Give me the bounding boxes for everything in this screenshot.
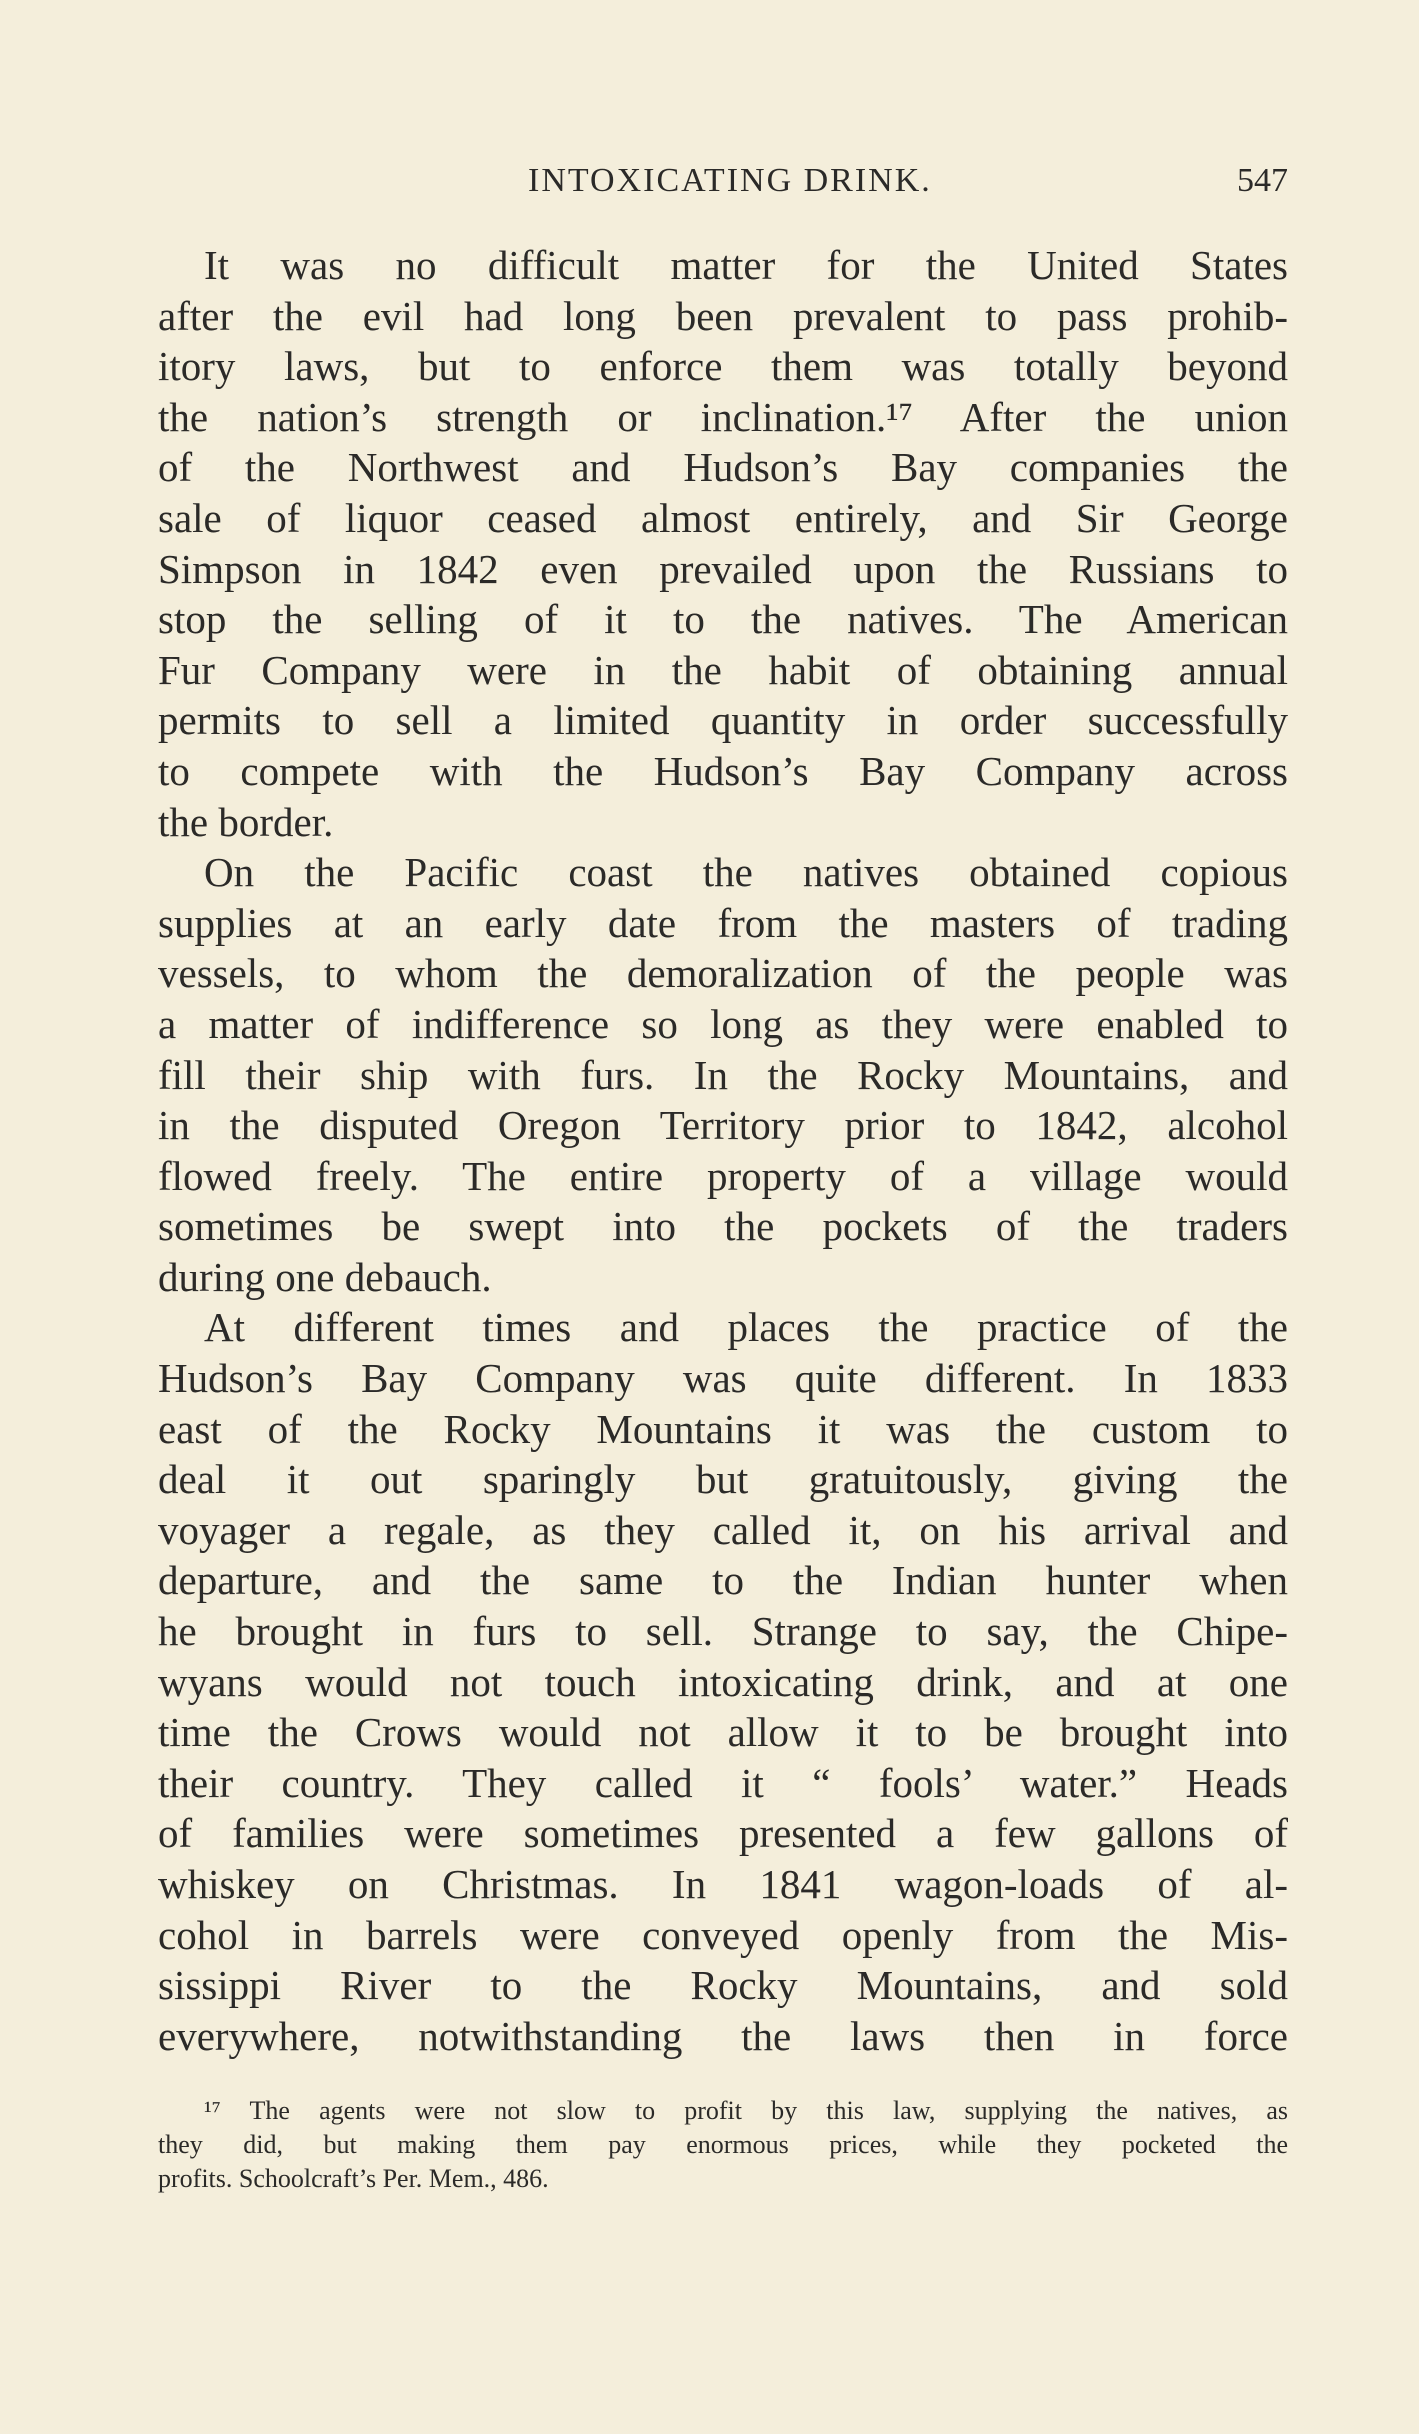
text-line: to compete with the Hudson’s Bay Company across: [158, 747, 1288, 794]
text-line: in the disputed Oregon Territory prior to 1842, alcohol: [158, 1102, 1288, 1149]
text-line: Hudson’s Bay Company was quite different. In 1833: [158, 1355, 1288, 1402]
text-line: wyans would not touch intoxicating drink, and at one: [158, 1658, 1288, 1705]
text-line: Simpson in 1842 even prevailed upon the Russians to: [158, 545, 1288, 592]
text-line: sissippi River to the Rocky Mountains, and sold: [158, 1962, 1288, 2009]
text-line: On the Pacific coast the natives obtained copious: [204, 849, 1288, 896]
text-line: the nation’s strength or inclination.¹⁷ After the union: [158, 393, 1288, 440]
footnote-line: profits. Schoolcraft’s Per. Mem., 486.: [158, 2164, 549, 2193]
text-line: At different times and places the practice of the: [204, 1304, 1288, 1351]
running-title: INTOXICATING DRINK.: [528, 162, 932, 199]
text-line: flowed freely. The entire property of a village would: [158, 1152, 1288, 1199]
text-line: sometimes be swept into the pockets of the traders: [158, 1203, 1288, 1250]
body-text: [158, 240, 1288, 2061]
text-line: itory laws, but to enforce them was totally beyond: [158, 343, 1288, 390]
page-number: 547: [1237, 162, 1288, 199]
text-line: their country. They called it “ fools’ water.” Heads: [158, 1759, 1288, 1806]
text-line: stop the selling of it to the natives. The American: [158, 596, 1288, 643]
text-line: sale of liquor ceased almost entirely, and Sir George: [158, 494, 1288, 541]
text-line: permits to sell a limited quantity in order successfully: [158, 697, 1288, 744]
text-line: the border.: [158, 798, 334, 845]
text-line: supplies at an early date from the masters of trading: [158, 899, 1288, 946]
running-head: [158, 162, 1288, 206]
text-line: of the Northwest and Hudson’s Bay companies the: [158, 444, 1288, 491]
text-line: fill their ship with furs. In the Rocky Mountains, and: [158, 1051, 1288, 1098]
footnote-line: they did, but making them pay enormous prices, while they pocketed the: [158, 2130, 1288, 2159]
text-line: vessels, to whom the demoralization of the people was: [158, 950, 1288, 997]
text-line: time the Crows would not allow it to be brought into: [158, 1709, 1288, 1756]
text-line: It was no difficult matter for the United States: [204, 242, 1288, 288]
text-line: of families were sometimes presented a few gallons of: [158, 1810, 1288, 1857]
text-line: east of the Rocky Mountains it was the custom to: [158, 1405, 1288, 1452]
text-line: cohol in barrels were conveyed openly from the Mis-: [158, 1911, 1288, 1958]
footnote: [158, 2094, 1288, 2196]
text-line: whiskey on Christmas. In 1841 wagon-loads of al-: [158, 1861, 1288, 1907]
text-line: departure, and the same to the Indian hunter when: [158, 1557, 1288, 1604]
text-line: he brought in furs to sell. Strange to say, the Chipe-: [158, 1608, 1288, 1655]
footnote-line: ¹⁷ The agents were not slow to profit by this law, supplying the natives, as: [204, 2096, 1288, 2125]
text-line: Fur Company were in the habit of obtaining annual: [158, 646, 1288, 693]
text-line: after the evil had long been prevalent to pass prohib-: [158, 292, 1288, 339]
text-line: everywhere, notwithstanding the laws then in force: [158, 2012, 1288, 2059]
text-line: during one debauch.: [158, 1253, 492, 1300]
text-line: voyager a regale, as they called it, on his arrival and: [158, 1506, 1288, 1553]
text-line: a matter of indifference so long as they were enabled to: [158, 1000, 1288, 1047]
text-line: deal it out sparingly but gratuitously, giving the: [158, 1456, 1288, 1503]
